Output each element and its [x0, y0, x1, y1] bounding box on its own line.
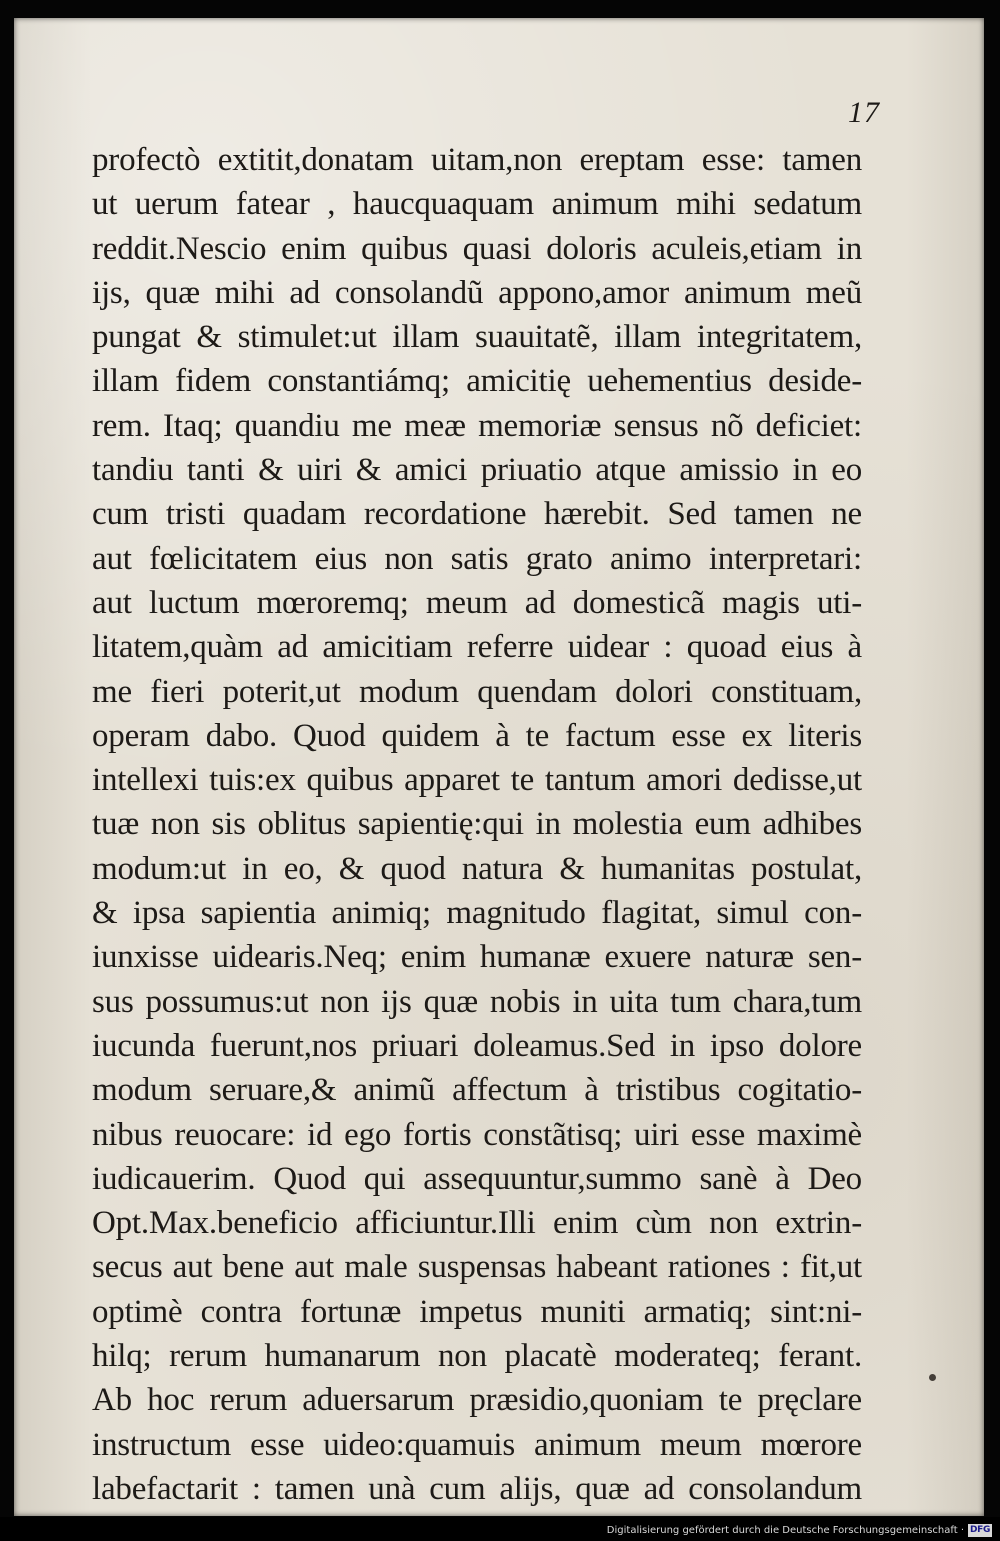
- text-line: nibus reuocare: id ego fortis constãtisq; uiri esse maximè: [92, 1116, 862, 1153]
- text-line: aut fœlicitatem eius non satis grato animo interpretari:: [92, 540, 862, 577]
- text-line: iunxisse uidearis.Neq; enim humanæ exuere naturæ sen-: [92, 939, 862, 976]
- text-line: operam dabo. Quod quidem à te factum esse ex literis: [92, 717, 862, 754]
- text-line: sus possumus:ut non ijs quæ nobis in uita tum chara,tum: [92, 983, 862, 1020]
- text-line: modum seruare,& animũ affectum à tristibus cogitatio-: [92, 1072, 862, 1109]
- text-line: pungat & stimulet:ut illam suauitatẽ, illam integritatem,: [92, 319, 862, 356]
- text-line: tuæ non sis oblitus sapientię:qui in molestia eum adhibes: [92, 806, 862, 843]
- text-line: reddit.Nescio enim quibus quasi doloris aculeis,etiam in: [92, 230, 862, 267]
- text-line: & ipsa sapientia animiq; magnitudo flagitat, simul con-: [92, 895, 862, 932]
- text-line: iucunda fuerunt,nos priuari doleamus.Sed in ipso dolore: [92, 1027, 862, 1064]
- text-line: aut luctum mœroremq; meum ad domesticã magis uti-: [92, 584, 862, 621]
- text-line: ijs, quæ mihi ad consolandũ appono,amor animum meũ: [92, 274, 862, 311]
- text-line: profectò extitit,donatam uitam,non ereptam esse: tamen: [92, 142, 862, 178]
- text-line: litatem,quàm ad amicitiam referre uidear : quoad eius à: [92, 629, 862, 666]
- text-line: instructum esse uideo:quamuis animum meum mœrore: [92, 1426, 862, 1463]
- text-block: [92, 138, 862, 1511]
- footer-bar: [0, 1517, 1000, 1541]
- page-number: 17: [848, 96, 880, 129]
- text-line: optimè contra fortunæ impetus muniti armatiq; sint:ni-: [92, 1293, 862, 1330]
- text-line: cum tristi quadam recordatione hærebit. Sed tamen ne: [92, 496, 862, 533]
- text-line: modum:ut in eo, & quod natura & humanitas postulat,: [92, 850, 862, 887]
- text-line: ut uerum fatear , haucquaquam animum mihi sedatum: [92, 186, 862, 223]
- text-line: hilq; rerum humanarum non placatè moderateq; ferant.: [92, 1338, 862, 1375]
- text-line: Ab hoc rerum aduersarum præsidio,quoniam te pręclare: [92, 1382, 862, 1419]
- text-line: iudicauerim. Quod qui assequuntur,summo sanè à Deo: [92, 1160, 862, 1197]
- ink-spot: [929, 1374, 936, 1381]
- text-line: labefactarit : tamen unà cum alijs, quæ ad consolandum: [92, 1470, 862, 1507]
- book-page: [14, 18, 984, 1516]
- text-line: secus aut bene aut male suspensas habeant rationes : fit,ut: [92, 1249, 862, 1286]
- dfg-logo-icon: DFG: [969, 1525, 991, 1535]
- text-line: intellexi tuis:ex quibus apparet te tantum amori dedisse,ut: [92, 762, 862, 799]
- text-line: Opt.Max.beneficio afficiuntur.Illi enim cùm non extrin-: [92, 1205, 862, 1242]
- funding-notice: Digitalisierung gefördert durch die Deutsche Forschungsgemeinschaft ·: [606, 1525, 964, 1536]
- text-line: tandiu tanti & uiri & amici priuatio atque amissio in eo: [92, 452, 862, 489]
- text-line: illam fidem constantiámq; amicitię uehementius deside-: [92, 363, 862, 400]
- text-line: me fieri poterit,ut modum quendam dolori constituam,: [92, 673, 862, 710]
- text-line: rem. Itaq; quandiu me meæ memoriæ sensus nõ deficiet:: [92, 407, 862, 444]
